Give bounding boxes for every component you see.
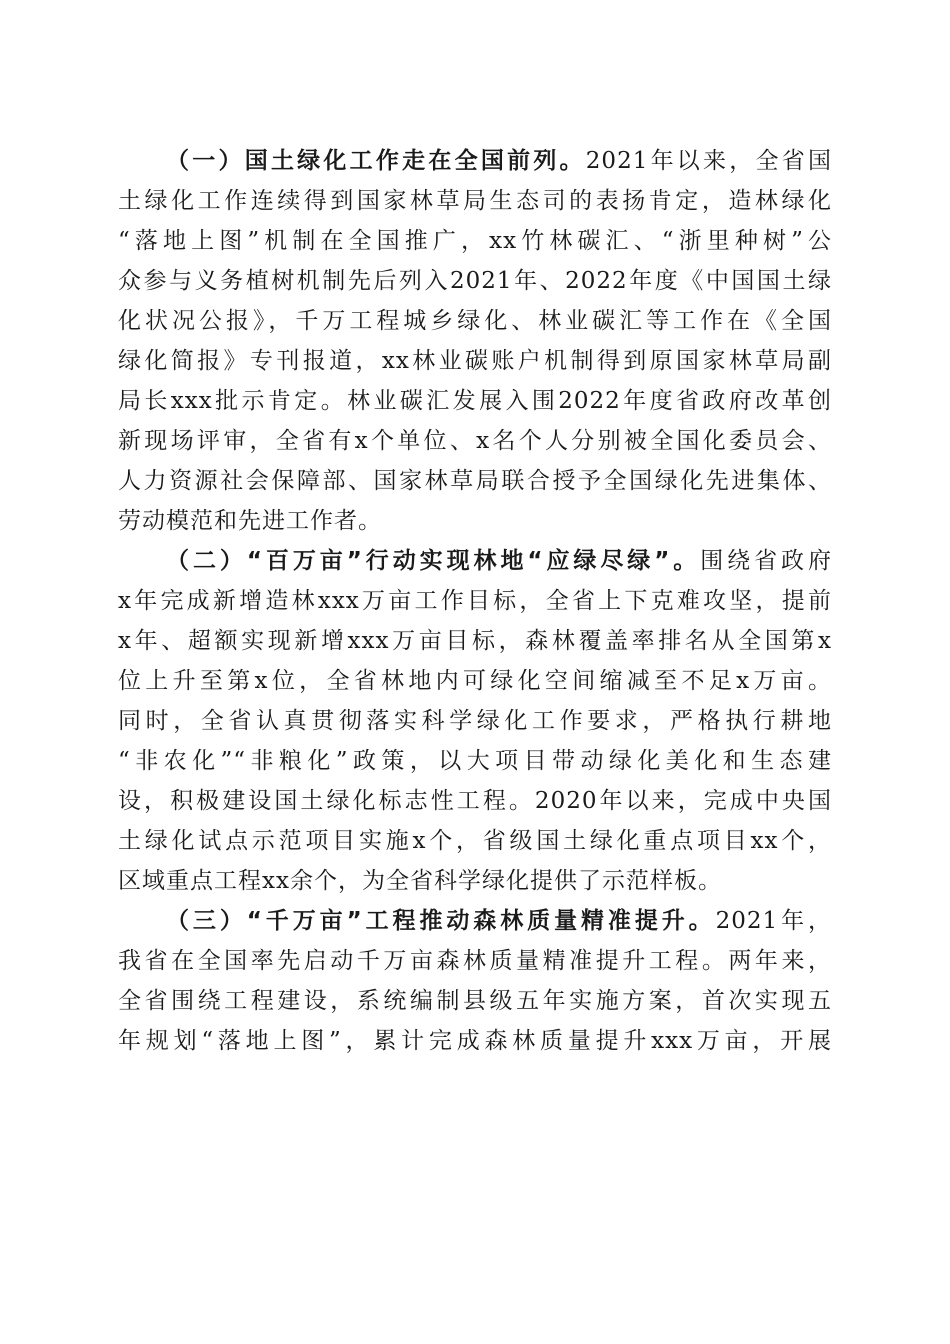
paragraph-line: 全省围绕工程建设，系统编制县级五年实施方案，首次实现五 [118, 988, 832, 1014]
paragraph-line: 土绿化工作连续得到国家林草局生态司的表扬肯定，造林绿化 [118, 188, 832, 214]
section-heading-1: （一）国土绿化工作走在全国前列。 [166, 148, 586, 174]
paragraph-line: “落地上图”机制在全国推广，xx竹林碳汇、“浙里种树”公 [118, 228, 832, 254]
paragraph-3-line-1 [118, 901, 832, 941]
paragraph-line: 局长xxx批示肯定。林业碳汇发展入围2022年度省政府改革创 [118, 388, 832, 414]
paragraph-line: 绿化简报》专刊报道，xx林业碳账户机制得到原国家林草局副 [118, 348, 832, 374]
document-body [118, 141, 832, 1061]
paragraph-line: 设，积极建设国土绿化标志性工程。2020年以来，完成中央国 [118, 788, 832, 814]
paragraph-text: 围绕省政府 [700, 548, 832, 574]
paragraph-line: x年、超额实现新增xxx万亩目标，森林覆盖率排名从全国第x [118, 628, 832, 654]
paragraph-line: 众参与义务植树机制先后列入2021年、2022年度《中国国土绿 [118, 268, 832, 294]
paragraph-line: 土绿化试点示范项目实施x个，省级国土绿化重点项目xx个， [118, 828, 832, 854]
paragraph-line: “非农化”“非粮化”政策，以大项目带动绿化美化和生态建 [118, 748, 832, 774]
paragraph-text: 2021年， [715, 908, 832, 934]
paragraph-line: 同时，全省认真贯彻落实科学绿化工作要求，严格执行耕地 [118, 708, 832, 734]
paragraph-line: 位上升至第x位，全省林地内可绿化空间缩减至不足x万亩。 [118, 668, 832, 694]
paragraph-1-line-1 [118, 141, 832, 181]
paragraph-text: 2021年以来，全省国 [585, 148, 832, 174]
paragraph-line: 劳动模范和先进工作者。 [118, 508, 382, 534]
paragraph-2-line-1 [118, 541, 832, 581]
paragraph-line: 化状况公报》，千万工程城乡绿化、林业碳汇等工作在《全国 [118, 308, 832, 334]
paragraph-line: 人力资源社会保障部、国家林草局联合授予全国绿化先进集体、 [118, 468, 832, 494]
paragraph-line: 我省在全国率先启动千万亩森林质量精准提升工程。两年来， [118, 948, 832, 974]
paragraph-line: 年规划“落地上图”，累计完成森林质量提升xxx万亩，开展 [118, 1028, 832, 1054]
paragraph-line: 区域重点工程xx余个，为全省科学绿化提供了示范样板。 [118, 868, 722, 894]
section-heading-2: （二）“百万亩”行动实现林地“应绿尽绿”。 [166, 548, 701, 574]
paragraph-line: 新现场评审，全省有x个单位、x名个人分别被全国化委员会、 [118, 428, 832, 454]
section-heading-3: （三）“千万亩”工程推动森林质量精准提升。 [166, 908, 716, 934]
paragraph-line: x年完成新增造林xxx万亩工作目标，全省上下克难攻坚，提前 [118, 588, 832, 614]
